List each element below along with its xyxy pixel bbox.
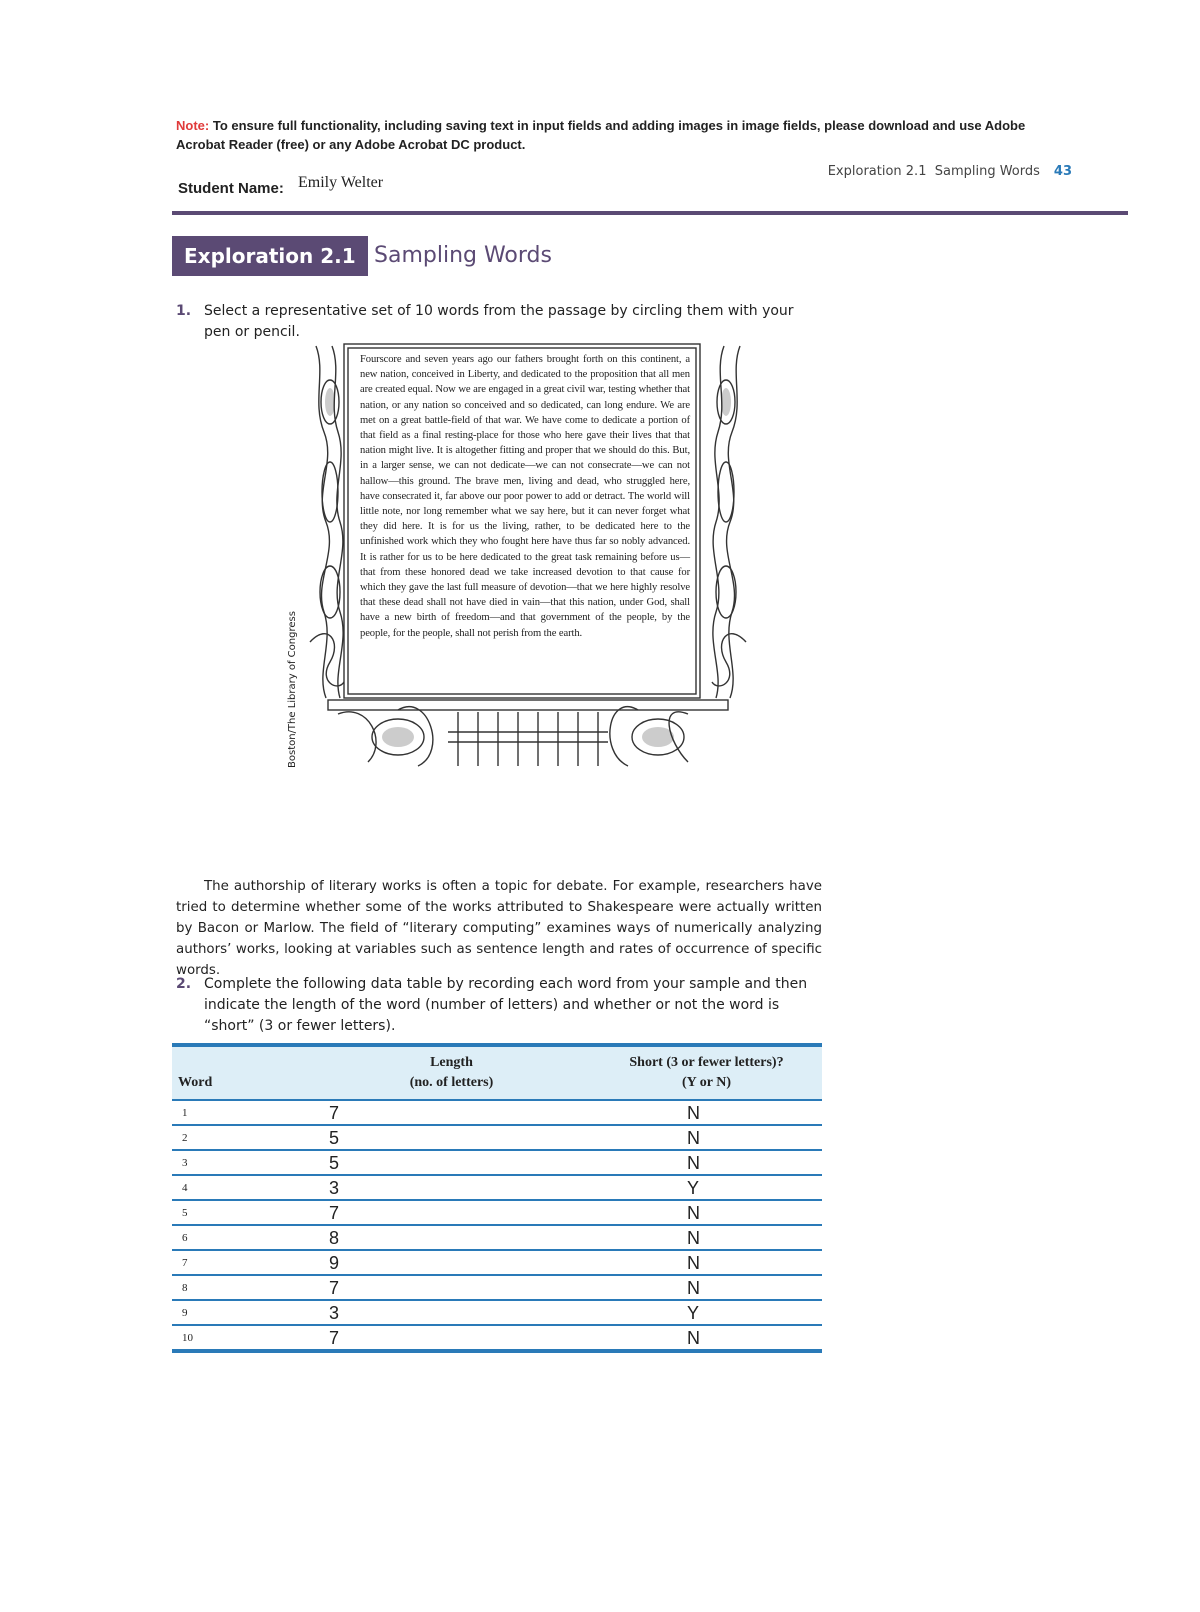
header-short-line2: (Y or N) [682, 1075, 731, 1090]
running-header [828, 164, 1072, 179]
table-row [172, 1275, 822, 1300]
header-length [312, 1045, 591, 1100]
short-input[interactable]: N [591, 1150, 822, 1175]
download-note [176, 116, 1076, 154]
length-input[interactable]: 3 [312, 1300, 591, 1325]
gettysburg-passage: Fourscore and seven years ago our fathers brought forth on this continent, a new nation, conceived in Liberty, and dedicated to the proposition that all men are created equal. Now we are engaged in a great civil war, testing whether that nation, or any nation so conceived and so dedicated, can long endure. We are met on a great battle-field of that war. We have come to dedicate a portion of that field as a final resting-place for those who here gave their lives that that nation might live. It is altogether fitting and proper that we should do this. But, in a larger sense, we can not dedicate—we can not consecrate—we can not hallow—this ground. The brave men, living and dead, who struggled here, have consecrated it, far above our poor power to add or detract. The world will little note, nor long remember what we say here, but it can never forget what they did here. It is for us the living, rather, to be dedicated here to the unfinished work which they who fought here have thus far so nobly advanced. It is rather for us to be here dedicated to the great task remaining before us—that from these honored dead we take increased devotion to that cause for which they gave the last full measure of devotion—that we here highly resolve that these dead shall not have died in vain—that this nation, under God, shall have a new birth of freedom—and that government of the people, by the people, for the people, shall not perish from the earth. [360, 354, 690, 639]
student-name-field [178, 174, 384, 198]
question-2-number: 2. [176, 976, 192, 992]
length-input[interactable]: 7 [312, 1325, 591, 1351]
short-input[interactable]: Y [591, 1175, 822, 1200]
row-number: 7 [172, 1250, 312, 1275]
page-title: Sampling Words [374, 243, 552, 268]
short-input[interactable]: N [591, 1275, 822, 1300]
header-word: Word [172, 1045, 312, 1100]
question-1-number: 1. [176, 303, 192, 319]
table-row [172, 1250, 822, 1275]
running-title: Exploration 2.1 Sampling Words [827, 164, 1040, 179]
table-row [172, 1100, 822, 1125]
length-input[interactable]: 7 [312, 1100, 591, 1125]
image-credit: Boston/The Library of Congress [287, 611, 298, 768]
literary-computing-paragraph: The authorship of literary works is often a topic for debate. For example, researchers have tried to determine whether some of the works attributed to Shakespeare were actually written by Bacon or Marlow. The field of “literary computing” examines ways of numerically analyzing authors’ works, looking at variables such as sentence length and rates of occurrence of specific words. [176, 879, 822, 978]
row-number: 6 [172, 1225, 312, 1250]
row-number: 2 [172, 1125, 312, 1150]
exploration-badge: Exploration 2.1 [172, 236, 368, 276]
header-divider [172, 211, 1128, 215]
note-text: To ensure full functionality, including saving text in input fields and adding images in image fields, please download and use Adobe Acrobat Reader (free) or any Adobe Acrobat DC product. [176, 118, 1026, 152]
question-2 [176, 974, 816, 1037]
note-label: Note: [176, 118, 210, 133]
table-row [172, 1150, 822, 1175]
question-1-text: Select a representative set of 10 words from the passage by circling them with your pen or pencil. [204, 303, 794, 340]
row-number: 3 [172, 1150, 312, 1175]
header-short [591, 1045, 822, 1100]
short-input[interactable]: N [591, 1325, 822, 1351]
header-length-line2: (no. of letters) [409, 1075, 494, 1090]
table-row [172, 1175, 822, 1200]
row-number: 9 [172, 1300, 312, 1325]
length-input[interactable]: 9 [312, 1250, 591, 1275]
length-input[interactable]: 7 [312, 1200, 591, 1225]
table-row [172, 1125, 822, 1150]
length-input[interactable]: 8 [312, 1225, 591, 1250]
header-short-line1: Short (3 or fewer letters)? [629, 1055, 784, 1070]
length-input[interactable]: 7 [312, 1275, 591, 1300]
question-1 [176, 301, 816, 343]
table-header-row [172, 1045, 822, 1100]
row-number: 10 [172, 1325, 312, 1351]
length-input[interactable]: 5 [312, 1150, 591, 1175]
short-input[interactable]: N [591, 1250, 822, 1275]
row-number: 1 [172, 1100, 312, 1125]
row-number: 8 [172, 1275, 312, 1300]
row-number: 4 [172, 1175, 312, 1200]
page-number: 43 [1053, 164, 1072, 179]
table-row [172, 1200, 822, 1225]
word-sample-table [172, 1043, 822, 1353]
short-input[interactable]: N [591, 1200, 822, 1225]
short-input[interactable]: N [591, 1100, 822, 1125]
table-row [172, 1300, 822, 1325]
row-number: 5 [172, 1200, 312, 1225]
short-input[interactable]: N [591, 1125, 822, 1150]
short-input[interactable]: N [591, 1225, 822, 1250]
student-name-label: Student Name: [178, 180, 284, 197]
table-row [172, 1225, 822, 1250]
question-2-text: Complete the following data table by recording each word from your sample and then indicate the length of the word (number of letters) and whether or not the word is “short” (3 or fewer letters). [204, 976, 808, 1034]
length-input[interactable]: 5 [312, 1125, 591, 1150]
student-name-input[interactable]: Emily Welter [298, 174, 384, 191]
table-row [172, 1325, 822, 1351]
header-length-line1: Length [430, 1055, 473, 1070]
length-input[interactable]: 3 [312, 1175, 591, 1200]
short-input[interactable]: Y [591, 1300, 822, 1325]
